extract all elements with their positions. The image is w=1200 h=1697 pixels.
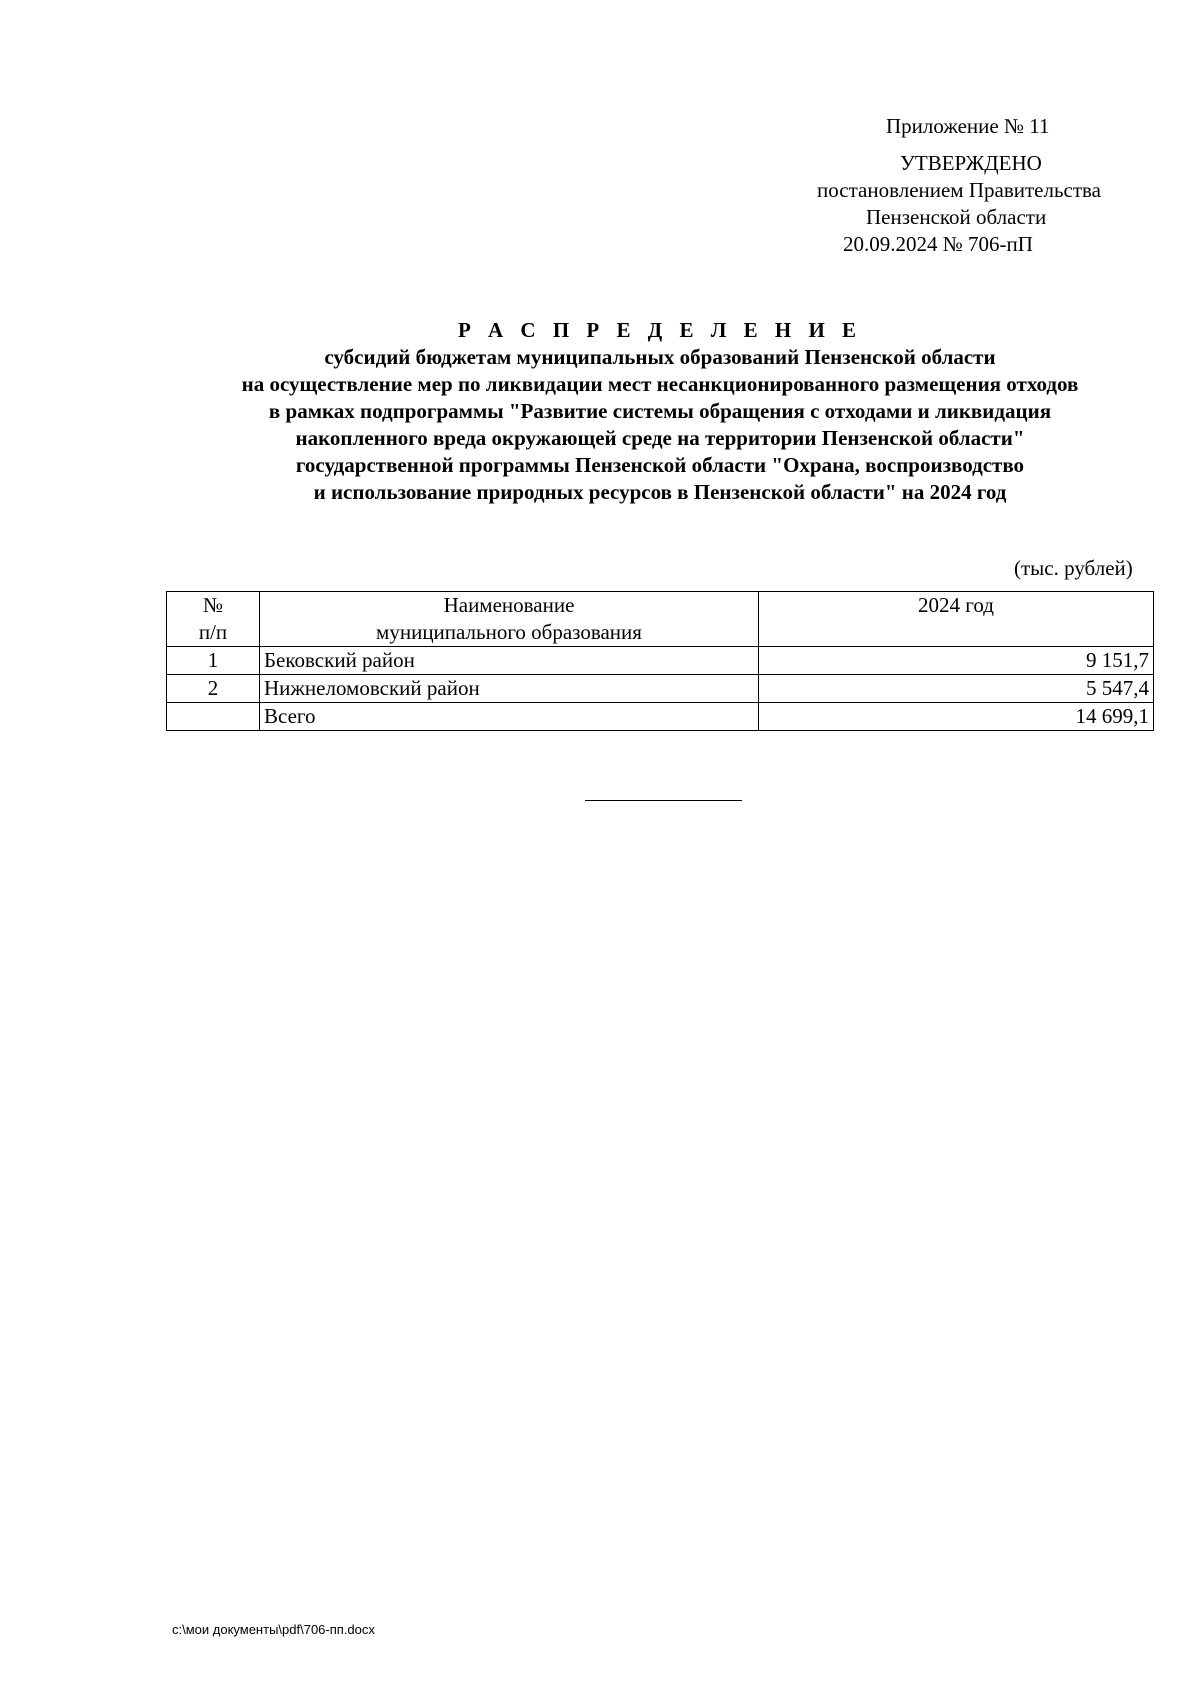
approved-region: Пензенской области [866,205,1047,229]
row-value: 14 699,1 [759,703,1154,731]
title-main: Р А С П Р Е Д Е Л Е Н И Е [457,318,863,342]
table-total-row [167,703,1154,731]
header-number [167,592,260,647]
table-header-row [167,592,1154,647]
header-name-line2: муниципального образования [376,620,642,644]
row-number: 2 [167,675,260,703]
approved-label: УТВЕРЖДЕНО [900,151,1042,175]
title-line: на осуществление мер по ликвидации мест несанкционированного размещения отходов [241,372,1079,396]
appendix-label: Приложение № 11 [886,114,1050,138]
row-number [167,703,260,731]
title-line: государственной программы Пензенской области "Охрана, воспроизводство [295,453,1025,477]
header-name-line1: Наименование [443,593,575,617]
title-line: субсидий бюджетам муниципальных образований Пензенской области [324,345,996,369]
title-line: и использование природных ресурсов в Пензенской области" на 2024 год [313,480,1007,504]
document-title [160,316,1160,506]
row-value: 5 547,4 [759,675,1154,703]
row-name: Нижнеломовский район [260,675,759,703]
header-year: 2024 год [759,592,1154,647]
header-number-line2: п/п [198,620,228,644]
row-name: Бековский район [260,647,759,675]
header-number-line1: № [202,593,224,617]
title-line: накопленного вреда окружающей среде на территории Пензенской области" [295,426,1025,450]
approved-by: постановлением Правительства [817,178,1102,202]
row-value: 9 151,7 [759,647,1154,675]
file-path-footer: c:\мои документы\pdf\706-пп.docx [172,1622,375,1637]
table-row [167,675,1154,703]
row-number: 1 [167,647,260,675]
header-name [260,592,759,647]
table-row [167,647,1154,675]
unit-label: (тыс. рублей) [1014,556,1133,580]
row-name: Всего [260,703,759,731]
distribution-table [166,591,1154,731]
end-divider [585,800,742,801]
approval-date: 20.09.2024 № 706-пП [843,232,1033,256]
title-line: в рамках подпрограммы "Развитие системы обращения с отходами и ликвидация [268,399,1052,423]
